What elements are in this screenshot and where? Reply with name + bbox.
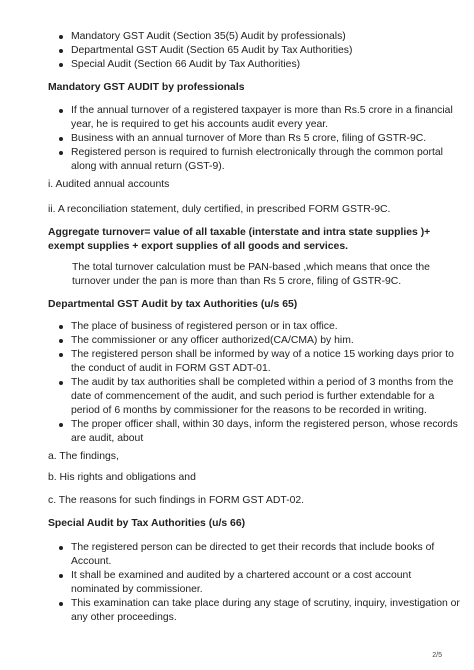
aggregate-turnover-note: The total turnover calculation must be PAN-based ,which means that once the turnover under the pan is more than than Rs 5 crore, filing of GSTR-9C. (72, 262, 430, 287)
list-item: The place of business of registered person or in tax office. (71, 320, 461, 334)
mandatory-audit-list (48, 104, 461, 174)
list-item: Special Audit (Section 66 Audit by Tax Authorities) (71, 58, 461, 72)
list-item: This examination can take place during any stage of scrutiny, inquiry, investigation or any other proceedings. (71, 598, 460, 623)
reconciliation-statement-item: ii. A reconciliation statement, duly certified, in prescribed FORM GSTR-9C. (48, 204, 391, 215)
rights-item: b. His rights and obligations and (48, 472, 196, 483)
list-item: Business with an annual turnover of More than Rs 5 crore, filing of GSTR-9C. (71, 132, 461, 146)
list-item: Registered person is required to furnish electronically through the common portal along with annual return (GST-9). (71, 146, 461, 174)
aggregate-turnover-heading: Aggregate turnover= value of all taxable (interstate and intra state supplies )+ exempt supplies + export supplies of all goods and services. (48, 227, 431, 252)
list-item: Mandatory GST Audit (Section 35(5) Audit by professionals) (71, 30, 461, 44)
special-audit-list (48, 541, 461, 625)
departmental-audit-list (48, 320, 461, 446)
list-item: If the annual turnover of a registered taxpayer is more than Rs.5 crore in a financial year, he is required to get his accounts audit every year. (71, 104, 461, 132)
list-item: It shall be examined and audited by a chartered account or a cost account nominated by commissioner. (71, 569, 461, 597)
list-item: The registered person can be directed to get their records that include books of Account. (71, 541, 461, 569)
reasons-item: c. The reasons for such findings in FORM GST ADT-02. (48, 495, 305, 506)
audit-types-list (48, 30, 461, 72)
special-audit-heading: Special Audit by Tax Authorities (u/s 66) (48, 518, 246, 529)
list-item: Departmental GST Audit (Section 65 Audit by Tax Authorities) (71, 44, 461, 58)
list-item: The registered person shall be informed by way of a notice 15 working days prior to the conduct of audit in FORM GST ADT-01. (71, 348, 461, 376)
page-number: 2/5 (432, 652, 442, 659)
list-item: The audit by tax authorities shall be completed within a period of 3 months from the date of commencement of the audit, and such period is further extendable for a period of 6 months by commissioner for the reasons to be recorded in writing. (71, 376, 461, 418)
mandatory-audit-heading: Mandatory GST AUDIT by professionals (48, 82, 245, 93)
list-item: The commissioner or any officer authorized(CA/CMA) by him. (71, 334, 461, 348)
list-item: The proper officer shall, within 30 days, inform the registered person, whose records are audit, about (71, 418, 461, 446)
audited-accounts-item: i. Audited annual accounts (48, 179, 170, 190)
departmental-audit-heading: Departmental GST Audit by tax Authorities (u/s 65) (48, 299, 298, 310)
findings-item: a. The findings, (48, 451, 119, 462)
